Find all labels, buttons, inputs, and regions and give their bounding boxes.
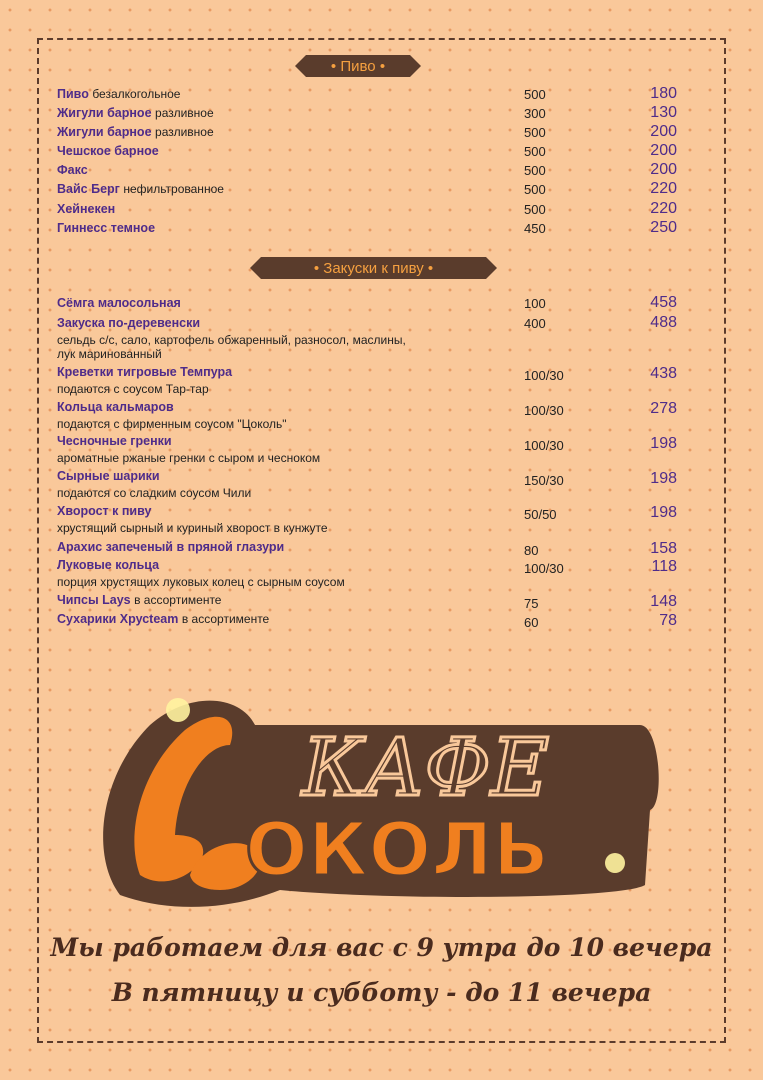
item-volume: 500 bbox=[524, 87, 546, 102]
banner-dot-left: • bbox=[313, 259, 324, 277]
item-price: 458 bbox=[650, 294, 677, 311]
item-name: Креветки тигровые Темпура bbox=[57, 365, 233, 379]
item-price: 200 bbox=[650, 142, 677, 159]
item-name: Чесночные гренки bbox=[57, 434, 172, 448]
cafe-logo bbox=[80, 685, 680, 925]
item-name: Факс bbox=[57, 163, 88, 177]
item-volume: 80 bbox=[524, 543, 539, 558]
item-price: 200 bbox=[650, 123, 677, 140]
menu-item bbox=[57, 593, 677, 612]
item-volume: 500 bbox=[524, 163, 546, 178]
item-name: Хворост к пиву bbox=[57, 504, 152, 518]
item-name: Чипсы Lays bbox=[57, 593, 131, 607]
banner-dot-right: • bbox=[423, 259, 434, 277]
item-price: 438 bbox=[650, 365, 677, 382]
logo-cafe-text: КАФЕ bbox=[302, 721, 550, 814]
menu-item bbox=[57, 182, 677, 201]
menu-item bbox=[57, 612, 677, 631]
item-name: Закуска по-деревенски bbox=[57, 316, 201, 330]
item-name: Вайс Берг bbox=[57, 182, 120, 196]
item-volume: 500 bbox=[524, 125, 546, 140]
item-note: разливное bbox=[155, 106, 214, 120]
item-note: в ассортименте bbox=[181, 612, 270, 626]
item-description: порция хрустящих луковых колец с сырным соусом bbox=[57, 575, 345, 589]
item-volume: 60 bbox=[524, 615, 539, 630]
item-price: 488 bbox=[650, 314, 677, 331]
item-volume: 500 bbox=[524, 144, 546, 159]
item-volume: 300 bbox=[524, 106, 546, 121]
menu-item bbox=[57, 296, 677, 315]
menu-item bbox=[57, 163, 677, 182]
item-volume: 75 bbox=[524, 596, 539, 611]
item-price: 220 bbox=[650, 180, 677, 197]
item-price: 78 bbox=[659, 612, 677, 629]
logo-glow bbox=[605, 853, 625, 873]
item-volume: 100/30 bbox=[524, 403, 564, 418]
item-description: подаются с фирменным соусом "Цоколь" bbox=[57, 417, 287, 431]
item-note: безалкогольное bbox=[92, 87, 181, 101]
item-name: Арахис запеченый в пряной глазури bbox=[57, 540, 285, 554]
item-price: 220 bbox=[650, 200, 677, 217]
item-price: 198 bbox=[650, 470, 677, 487]
opening-hours-line-1: Мы работаем для вас с 9 утра до 10 вечера bbox=[50, 933, 713, 962]
item-name: Гиннесс темное bbox=[57, 221, 156, 235]
item-price: 200 bbox=[650, 161, 677, 178]
item-volume: 400 bbox=[524, 316, 546, 331]
item-price: 198 bbox=[650, 435, 677, 452]
banner-dot-right: • bbox=[375, 57, 386, 75]
item-price: 198 bbox=[650, 504, 677, 521]
opening-hours-line-2: В пятницу и субботу - до 11 вечера bbox=[111, 978, 652, 1007]
item-price: 250 bbox=[650, 219, 677, 236]
item-note: нефильтрованное bbox=[123, 182, 224, 196]
item-name: Сёмга малосольная bbox=[57, 296, 181, 310]
menu-item bbox=[57, 87, 677, 106]
menu-item bbox=[57, 221, 677, 240]
logo-glow bbox=[166, 698, 190, 722]
snacks-section-title: Закуски к пиву bbox=[323, 259, 424, 277]
item-name: Жигули барное bbox=[57, 125, 152, 139]
snacks-section-banner bbox=[261, 257, 486, 279]
item-description: ароматные ржаные гренки с сыром и чесноком bbox=[57, 451, 321, 465]
menu-item bbox=[57, 125, 677, 144]
item-price: 278 bbox=[650, 400, 677, 417]
menu-item bbox=[57, 144, 677, 163]
beer-section-banner bbox=[306, 55, 410, 77]
item-volume: 100 bbox=[524, 296, 546, 311]
item-volume: 500 bbox=[524, 202, 546, 217]
menu-item bbox=[57, 540, 677, 559]
item-description: подаются со сладким соусом Чили bbox=[57, 486, 252, 500]
item-description: хрустящий сырный и куриный хворост в кунжуте bbox=[57, 521, 328, 535]
item-volume: 50/50 bbox=[524, 507, 557, 522]
banner-dot-left: • bbox=[330, 57, 341, 75]
item-volume: 100/30 bbox=[524, 561, 564, 576]
item-name: Кольца кальмаров bbox=[57, 400, 174, 414]
item-price: 180 bbox=[650, 85, 677, 102]
item-volume: 100/30 bbox=[524, 368, 564, 383]
logo-cokol-text: ОКОЛЬ bbox=[245, 807, 550, 893]
item-volume: 500 bbox=[524, 182, 546, 197]
menu-item bbox=[57, 106, 677, 125]
beer-section-title: Пиво bbox=[340, 57, 376, 75]
item-volume: 150/30 bbox=[524, 473, 564, 488]
item-description: лук маринованный bbox=[57, 347, 162, 361]
item-price: 158 bbox=[650, 540, 677, 557]
item-price: 118 bbox=[651, 558, 677, 575]
item-price: 148 bbox=[650, 593, 677, 610]
item-name: Сухарики Хрусteam bbox=[57, 612, 179, 626]
item-note: разливное bbox=[155, 125, 214, 139]
item-volume: 100/30 bbox=[524, 438, 564, 453]
item-description: подаются с соусом Тар-тар bbox=[57, 382, 209, 396]
item-name: Пиво bbox=[57, 87, 89, 101]
item-name: Сырные шарики bbox=[57, 469, 160, 483]
menu-item bbox=[57, 202, 677, 221]
item-name: Жигули барное bbox=[57, 106, 152, 120]
item-name: Хейнекен bbox=[57, 202, 116, 216]
item-note: в ассортименте bbox=[134, 593, 222, 607]
item-description: сельдь с/с, сало, картофель обжаренный, разносол, маслины, bbox=[57, 333, 406, 347]
item-name: Чешское барное bbox=[57, 144, 159, 158]
item-name: Луковые кольца bbox=[57, 558, 160, 572]
item-volume: 450 bbox=[524, 221, 546, 236]
item-price: 130 bbox=[650, 104, 677, 121]
